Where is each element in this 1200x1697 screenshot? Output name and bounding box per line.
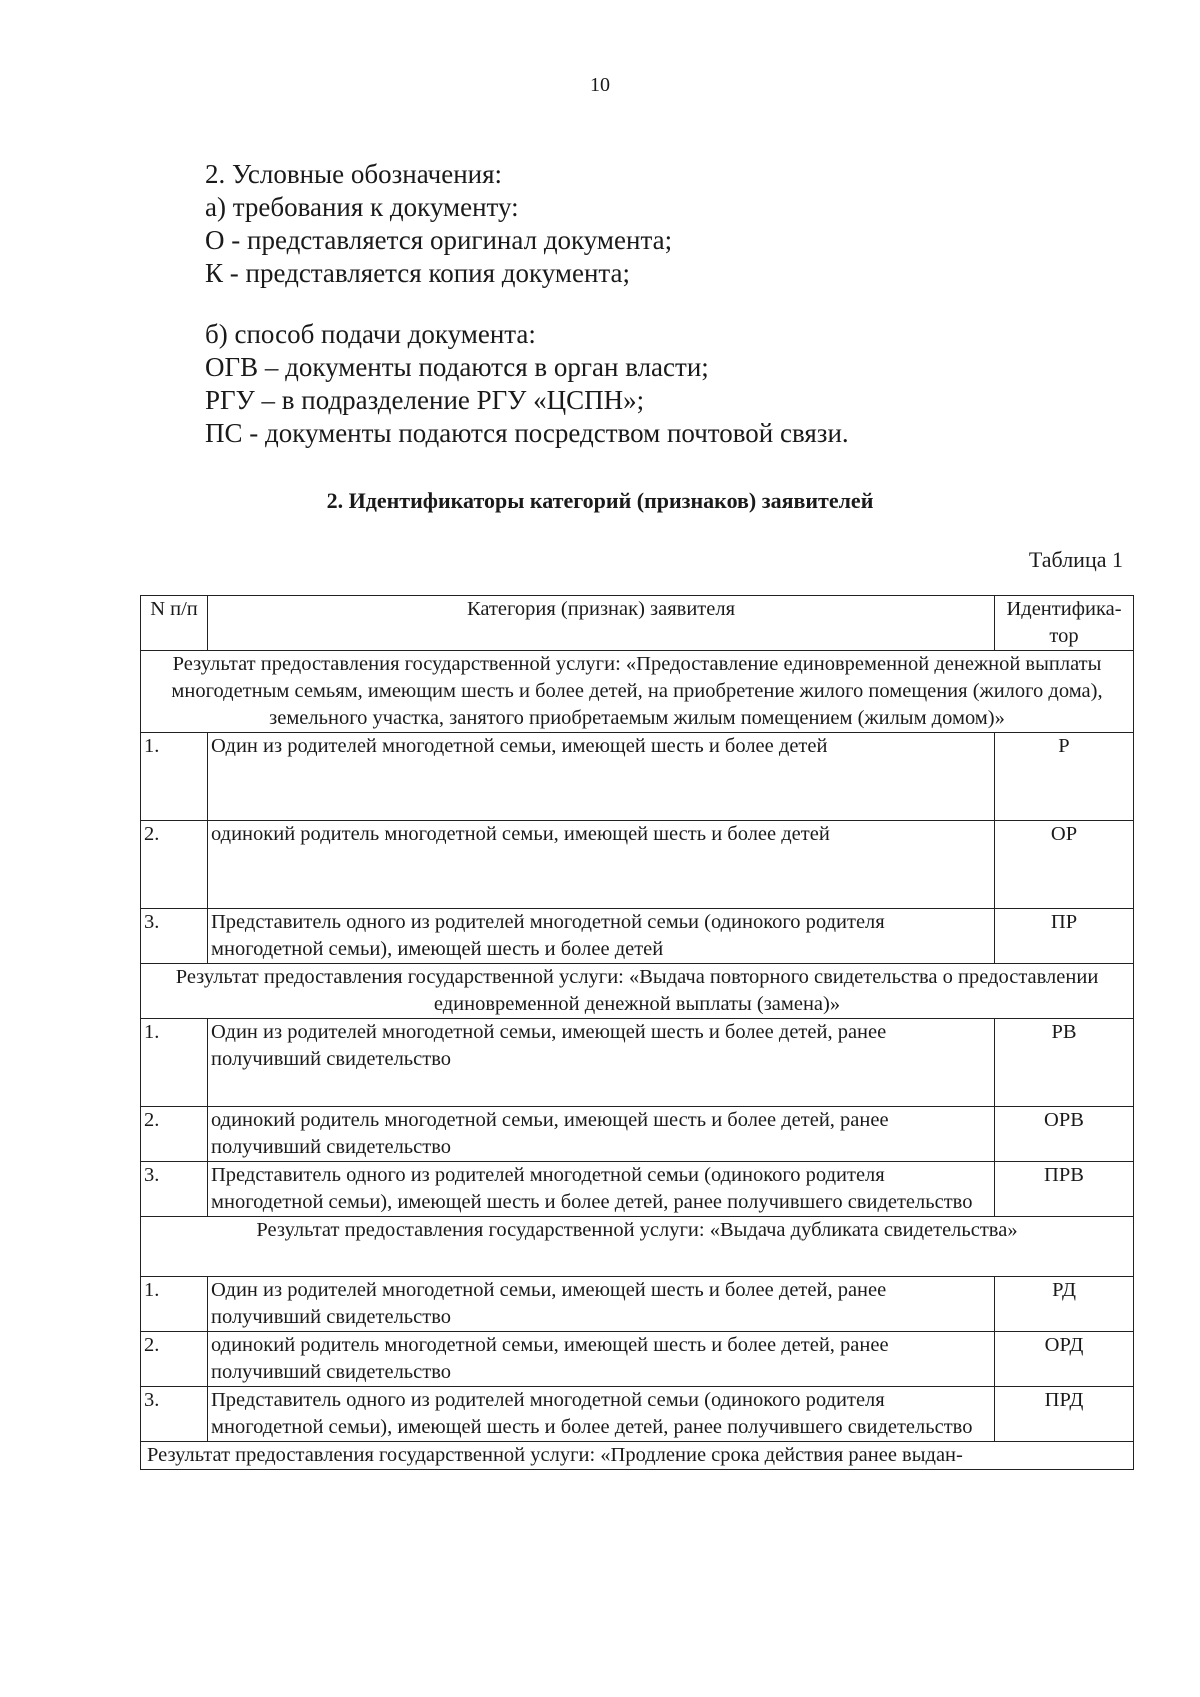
row-category: одинокий родитель многодетной семьи, имеющей шесть и более детей, ранее получивший свидетельство (208, 1332, 995, 1387)
table-row (141, 1332, 1134, 1387)
row-identifier: ОРД (995, 1332, 1134, 1387)
row-identifier: РВ (995, 1019, 1134, 1107)
legend-a-title: а) требования к документу: (205, 192, 519, 222)
row-num: 2. (141, 1332, 208, 1387)
result-text: Результат предоставления государственной услуги: «Предоставление единовременной денежной выплаты многодетным семьям, имеющим шесть и более детей, на приобретение жилого помещения (жилого дома), земельного участка, занятого приобретаемым жилым помещением (жилым домом)» (141, 651, 1134, 733)
row-num: 3. (141, 909, 208, 964)
table-header-row (141, 596, 1134, 651)
result-row (141, 651, 1134, 733)
row-identifier: ОРВ (995, 1107, 1134, 1162)
row-category: Представитель одного из родителей многодетной семьи (одинокого родителя многодетной семьи), имеющей шесть и более детей, ранее получившего свидетельство (208, 1387, 995, 1442)
row-identifier: Р (995, 733, 1134, 821)
header-num: N п/п (141, 596, 208, 651)
row-num: 2. (141, 1107, 208, 1162)
row-identifier: ПР (995, 909, 1134, 964)
table-caption: Таблица 1 (1028, 547, 1123, 572)
legend-b-item: РГУ – в подразделение РГУ «ЦСПН»; (205, 385, 645, 415)
row-num: 3. (141, 1162, 208, 1217)
result-row (141, 964, 1134, 1019)
header-identifier: Идентифика-тор (995, 596, 1134, 651)
section-title: 2. Идентификаторы категорий (признаков) заявителей (326, 488, 874, 513)
row-identifier: РД (995, 1277, 1134, 1332)
legend-spacer (205, 290, 1005, 318)
result-text: Результат предоставления государственной услуги: «Выдача повторного свидетельства о предоставлении единовременной денежной выплаты (замена)» (141, 964, 1134, 1019)
table-row (141, 821, 1134, 909)
row-identifier: ПРВ (995, 1162, 1134, 1217)
result-text: Результат предоставления государственной услуги: «Выдача дубликата свидетельства» (141, 1217, 1134, 1277)
legend-b-item: ОГВ – документы подаются в орган власти; (205, 352, 709, 382)
row-num: 1. (141, 1019, 208, 1107)
applicant-categories-table (140, 595, 1134, 1470)
row-category: Представитель одного из родителей многодетной семьи (одинокого родителя многодетной семьи), имеющей шесть и более детей, ранее получившего свидетельство (208, 1162, 995, 1217)
legend-b-title: б) способ подачи документа: (205, 319, 536, 349)
row-num: 2. (141, 821, 208, 909)
row-category: одинокий родитель многодетной семьи, имеющей шесть и более детей, ранее получивший свидетельство (208, 1107, 995, 1162)
result-row (141, 1217, 1134, 1277)
legend-a-item: О - представляется оригинал документа; (205, 225, 673, 255)
table-row (141, 733, 1134, 821)
result-row (141, 1442, 1134, 1470)
row-num: 1. (141, 733, 208, 821)
row-category: Один из родителей многодетной семьи, имеющей шесть и более детей, ранее получивший свидетельство (208, 1277, 995, 1332)
legend-heading: 2. Условные обозначения: (205, 159, 503, 189)
legend-a-item: К - представляется копия документа; (205, 258, 631, 288)
row-identifier: ПРД (995, 1387, 1134, 1442)
header-category: Категория (признак) заявителя (208, 596, 995, 651)
page-number: 10 (590, 74, 610, 96)
table-row (141, 1107, 1134, 1162)
result-text-truncated: Результат предоставления государственной услуги: «Продление срока действия ранее выдан- (141, 1442, 1134, 1470)
table-row (141, 1277, 1134, 1332)
row-category: Один из родителей многодетной семьи, имеющей шесть и более детей (208, 733, 995, 821)
legend-block (205, 158, 1005, 450)
row-category: Один из родителей многодетной семьи, имеющей шесть и более детей, ранее получивший свидетельство (208, 1019, 995, 1107)
row-num: 1. (141, 1277, 208, 1332)
row-num: 3. (141, 1387, 208, 1442)
row-identifier: ОР (995, 821, 1134, 909)
table-row (141, 909, 1134, 964)
row-category: Представитель одного из родителей многодетной семьи (одинокого родителя многодетной семьи), имеющей шесть и более детей (208, 909, 995, 964)
table-row (141, 1162, 1134, 1217)
table-row (141, 1387, 1134, 1442)
table-row (141, 1019, 1134, 1107)
legend-b-item: ПС - документы подаются посредством почтовой связи. (205, 418, 849, 448)
row-category: одинокий родитель многодетной семьи, имеющей шесть и более детей (208, 821, 995, 909)
